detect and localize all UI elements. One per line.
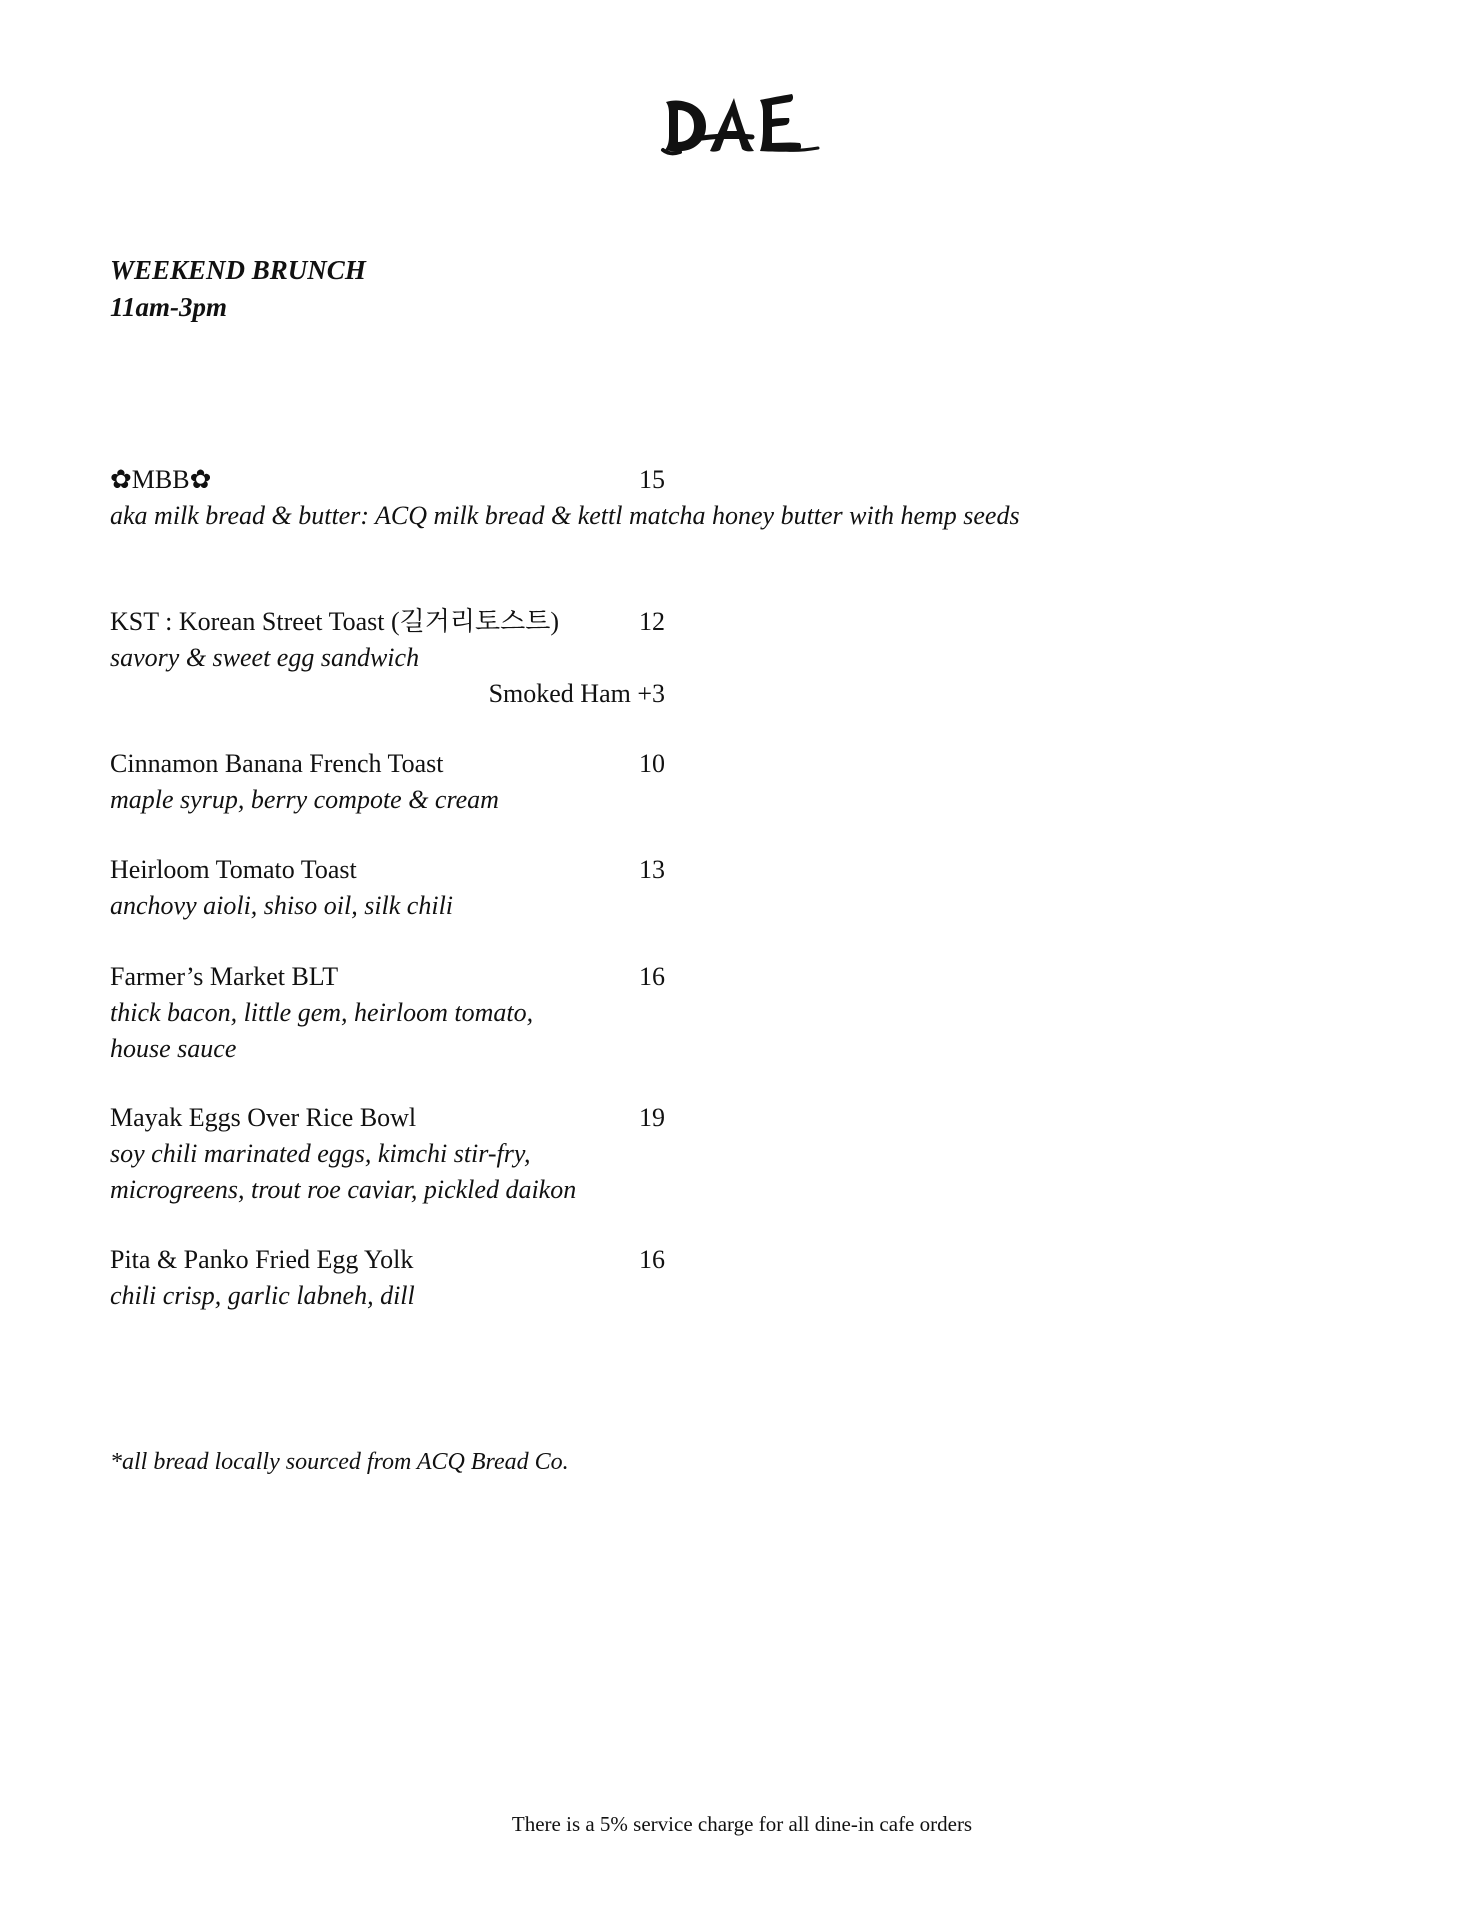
menu-title: WEEKEND BRUNCH — [110, 255, 366, 285]
item-price: 16 — [639, 962, 665, 991]
service-charge-note: There is a 5% service charge for all dine-in cafe orders — [511, 1812, 973, 1836]
dae-logo-mark — [662, 88, 822, 162]
item-price: 13 — [639, 855, 665, 884]
menu-item-mayak-eggs — [110, 1100, 665, 1207]
item-description: aka milk bread & butter: ACQ milk bread & kettl matcha honey butter with hemp seeds — [110, 501, 1020, 530]
item-price: 12 — [639, 607, 665, 636]
menu-header — [110, 252, 366, 326]
item-name: Mayak Eggs Over Rice Bowl — [110, 1103, 417, 1132]
item-description: thick bacon, little gem, heirloom tomato, house sauce — [110, 998, 534, 1063]
menu-item-korean-street-toast — [110, 604, 665, 712]
brand-logo — [662, 88, 822, 162]
item-price: 15 — [639, 465, 665, 494]
menu-item-mbb — [110, 462, 1020, 534]
item-price: 16 — [639, 1245, 665, 1274]
item-price: 10 — [639, 749, 665, 778]
service-hours: 11am-3pm — [110, 292, 228, 322]
item-description: anchovy aioli, shiso oil, silk chili — [110, 891, 454, 920]
item-description: savory & sweet egg sandwich — [110, 643, 420, 672]
item-name: Cinnamon Banana French Toast — [110, 749, 444, 778]
item-name: ✿MBB✿ — [110, 465, 212, 494]
menu-item-blt — [110, 959, 665, 1066]
item-name: Pita & Panko Fried Egg Yolk — [110, 1245, 414, 1274]
bread-footnote: *all bread locally sourced from ACQ Bread Co. — [110, 1449, 569, 1475]
item-description: soy chili marinated eggs, kimchi stir-fry, microgreens, trout roe caviar, pickled daikon — [110, 1139, 577, 1204]
item-addon: Smoked Ham +3 — [488, 678, 665, 708]
menu-item-tomato-toast — [110, 852, 665, 924]
menu-item-pita-egg-yolk — [110, 1242, 665, 1314]
item-name: Heirloom Tomato Toast — [110, 855, 357, 884]
item-name: KST : Korean Street Toast (길거리토스트) — [110, 607, 560, 636]
item-price: 19 — [639, 1103, 665, 1132]
item-name: Farmer’s Market BLT — [110, 962, 339, 991]
item-description: chili crisp, garlic labneh, dill — [110, 1281, 415, 1310]
item-description: maple syrup, berry compote & cream — [110, 785, 499, 814]
menu-item-french-toast — [110, 746, 665, 818]
